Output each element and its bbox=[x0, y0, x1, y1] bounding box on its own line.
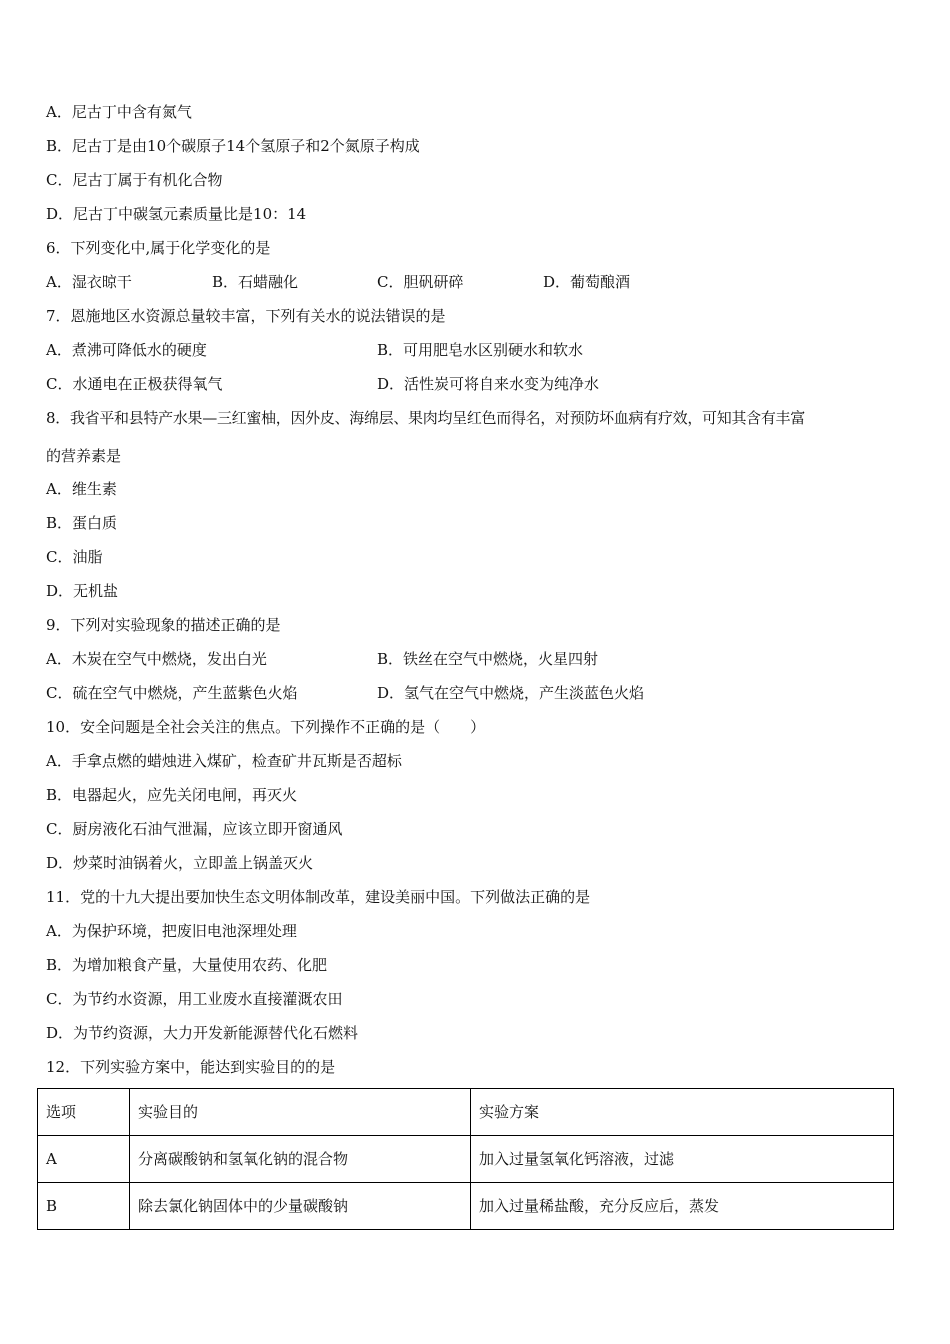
q7-option-c: C．水通电在正极获得氧气 bbox=[46, 375, 223, 393]
q8-option-b: B．蛋白质 bbox=[46, 514, 118, 532]
q10-option-d: D．炒菜时油锅着火，立即盖上锅盖灭火 bbox=[46, 854, 314, 872]
q6-option-b: B．石蜡融化 bbox=[212, 273, 299, 291]
table-cell-method: 加入过量稀盐酸，充分反应后，蒸发 bbox=[471, 1183, 894, 1230]
q11-option-c: C．为节约水资源，用工业废水直接灌溉农田 bbox=[46, 990, 343, 1008]
q7-stem: 7．恩施地区水资源总量较丰富，下列有关水的说法错误的是 bbox=[46, 307, 446, 325]
q7-option-a: A．煮沸可降低水的硬度 bbox=[46, 341, 207, 359]
q8-stem-line1: 8．我省平和县特产水果—三红蜜柚，因外皮、海绵层、果肉均呈红色而得名，对预防坏血病有疗效，可知其含有丰富 bbox=[46, 409, 805, 427]
table-cell-method: 加入过量氢氧化钙溶液，过滤 bbox=[471, 1136, 894, 1183]
q11-option-b: B．为增加粮食产量，大量使用农药、化肥 bbox=[46, 956, 328, 974]
q8-stem-line2: 的营养素是 bbox=[46, 447, 122, 465]
table-header-cell: 实验方案 bbox=[471, 1089, 894, 1136]
q9-option-c: C．硫在空气中燃烧，产生蓝紫色火焰 bbox=[46, 684, 298, 702]
table-cell-option: A bbox=[38, 1136, 130, 1183]
q7-option-d: D．活性炭可将自来水变为纯净水 bbox=[377, 375, 600, 393]
q10-option-a: A．手拿点燃的蜡烛进入煤矿，检查矿井瓦斯是否超标 bbox=[46, 752, 402, 770]
table-row bbox=[38, 1136, 894, 1183]
table-header-cell: 实验目的 bbox=[130, 1089, 471, 1136]
q6-option-d: D．葡萄酿酒 bbox=[543, 273, 631, 291]
q11-option-a: A．为保护环境，把废旧电池深埋处理 bbox=[46, 922, 297, 940]
q9-option-b: B．铁丝在空气中燃烧，火星四射 bbox=[377, 650, 599, 668]
q10-stem: 10．安全问题是全社会关注的焦点。下列操作不正确的是（ ） bbox=[46, 718, 486, 736]
table-cell-purpose: 分离碳酸钠和氢氧化钠的混合物 bbox=[130, 1136, 471, 1183]
table-header-cell: 选项 bbox=[38, 1089, 130, 1136]
q10-option-c: C．厨房液化石油气泄漏，应该立即开窗通风 bbox=[46, 820, 343, 838]
q8-option-d: D．无机盐 bbox=[46, 582, 119, 600]
q9-stem: 9．下列对实验现象的描述正确的是 bbox=[46, 616, 281, 634]
q12-stem: 12．下列实验方案中，能达到实验目的的是 bbox=[46, 1058, 336, 1076]
q11-stem: 11．党的十九大提出要加快生态文明体制改革，建设美丽中国。下列做法正确的是 bbox=[46, 888, 591, 906]
q5-option-d: D．尼古丁中碳氢元素质量比是10：14 bbox=[46, 205, 307, 223]
q9-option-a: A．木炭在空气中燃烧，发出白光 bbox=[46, 650, 267, 668]
q9-option-d: D．氢气在空气中燃烧，产生淡蓝色火焰 bbox=[377, 684, 645, 702]
q11-option-d: D．为节约资源，大力开发新能源替代化石燃料 bbox=[46, 1024, 359, 1042]
table-cell-option: B bbox=[38, 1183, 130, 1230]
q5-option-a: A．尼古丁中含有氮气 bbox=[46, 103, 192, 121]
q8-option-c: C．油脂 bbox=[46, 548, 103, 566]
q6-option-c: C．胆矾研碎 bbox=[377, 273, 464, 291]
table-cell-purpose: 除去氯化钠固体中的少量碳酸钠 bbox=[130, 1183, 471, 1230]
table-header-row bbox=[38, 1089, 894, 1136]
q8-option-a: A．维生素 bbox=[46, 480, 117, 498]
q5-option-b: B．尼古丁是由10个碳原子14个氢原子和2个氮原子构成 bbox=[46, 137, 420, 155]
q10-option-b: B．电器起火，应先关闭电闸，再灭火 bbox=[46, 786, 298, 804]
q6-option-a: A．湿衣晾干 bbox=[46, 273, 132, 291]
q7-option-b: B．可用肥皂水区别硬水和软水 bbox=[377, 341, 584, 359]
table-row bbox=[38, 1183, 894, 1230]
q5-option-c: C．尼古丁属于有机化合物 bbox=[46, 171, 223, 189]
q6-stem: 6．下列变化中,属于化学变化的是 bbox=[46, 239, 271, 257]
experiment-table bbox=[37, 1088, 894, 1230]
